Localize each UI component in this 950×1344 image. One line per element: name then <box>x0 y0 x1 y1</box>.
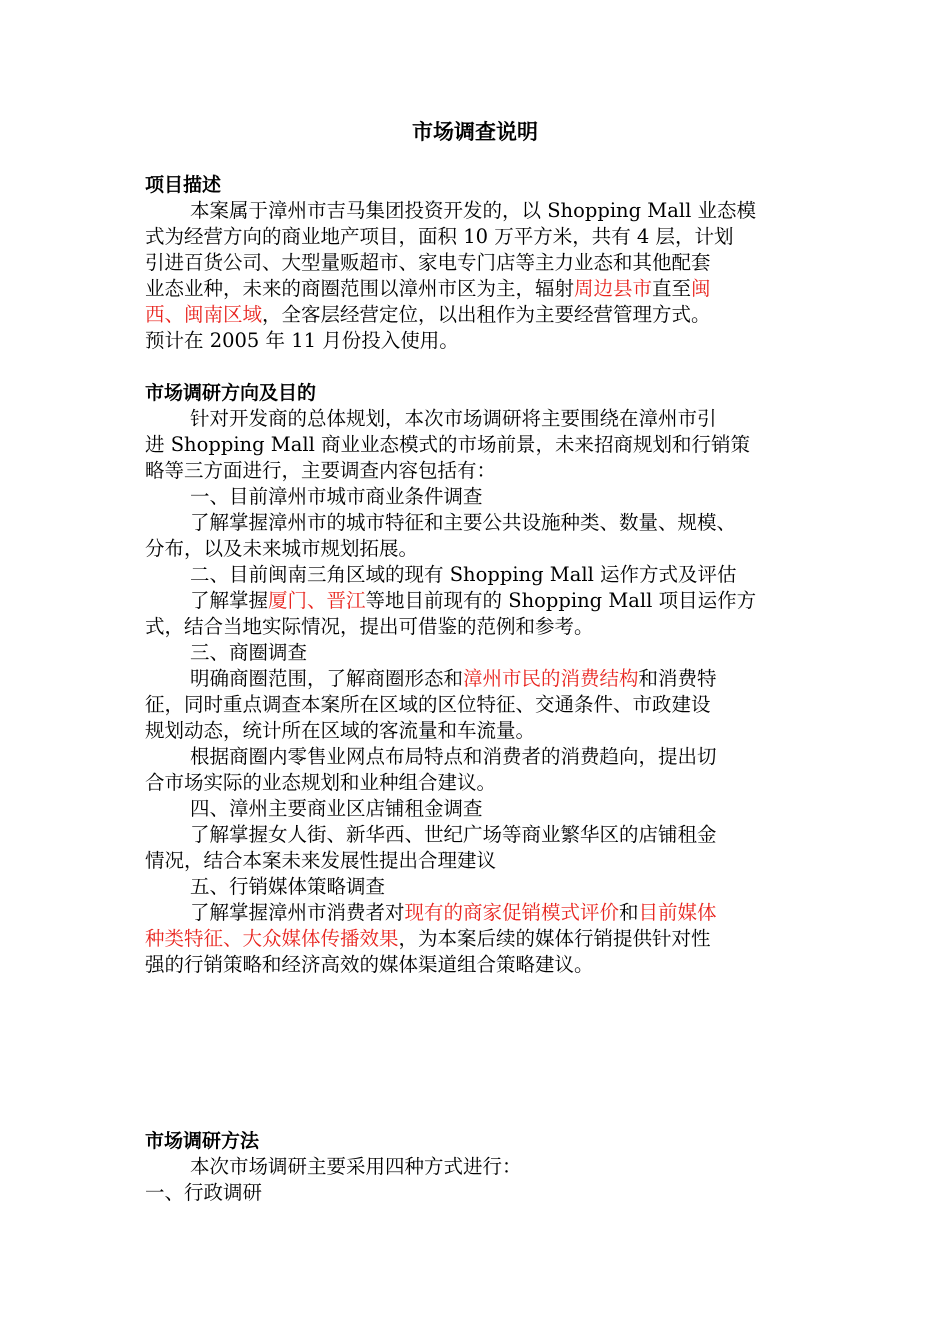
highlighted-text: 漳州市民的消费结构 <box>463 667 639 690</box>
paragraph-line <box>190 900 860 926</box>
text-run: 了解掌握 <box>190 589 269 612</box>
highlighted-text: 厦门、晋江 <box>268 589 366 612</box>
text-run: 直至 <box>652 277 692 300</box>
paragraph-line: 强的行销策略和经济高效的媒体渠道组合策略建议。 <box>145 953 594 976</box>
section-heading-research-direction: 市场调研方向及目的 <box>145 382 317 404</box>
paragraph-line: 针对开发商的总体规划，本次市场调研将主要围绕在漳州市引 <box>190 407 717 430</box>
highlighted-text: 西、闽南区域 <box>145 303 263 326</box>
paragraph-line: 征，同时重点调查本案所在区域的区位特征、交通条件、市政建设 <box>145 693 711 716</box>
list-item-heading: 五、行销媒体策略调查 <box>190 875 386 898</box>
paragraph-line: 规划动态，统计所在区域的客流量和车流量。 <box>145 719 536 742</box>
list-item-heading: 一、行政调研 <box>145 1181 263 1204</box>
text-run: 明确商圈范围，了解商圈形态和 <box>190 667 464 690</box>
text-run: 和 <box>619 901 639 924</box>
paragraph-line: 根据商圈内零售业网点布局特点和消费者的消费趋向，提出切 <box>190 745 717 768</box>
text-run: 等地目前现有的 Shopping Mall 项目运作方 <box>365 589 757 612</box>
paragraph-line: 了解掌握漳州市的城市特征和主要公共设施种类、数量、规模、 <box>190 511 737 534</box>
list-item-heading: 一、目前漳州市城市商业条件调查 <box>190 485 483 508</box>
paragraph-line: 引进百货公司、大型量贩超市、家电专门店等主力业态和其他配套 <box>145 251 711 274</box>
highlighted-text: 大众媒体传播效果 <box>242 927 399 950</box>
paragraph-line: 式为经营方向的商业地产项目，面积 10 万平方米，共有 4 层，计划 <box>145 225 734 248</box>
paragraph-line: 合市场实际的业态规划和业种组合建议。 <box>145 771 497 794</box>
paragraph-line: 分布，以及未来城市规划拓展。 <box>145 537 419 560</box>
paragraph-line: 本次市场调研主要采用四种方式进行： <box>190 1155 522 1178</box>
paragraph-line: 式，结合当地实际情况，提出可借鉴的范例和参考。 <box>145 615 594 638</box>
paragraph-line: 进 Shopping Mall 商业业态模式的市场前景，未来招商规划和行销策 <box>145 433 751 456</box>
paragraph-line <box>145 926 815 952</box>
list-item-heading: 四、漳州主要商业区店铺租金调查 <box>190 797 483 820</box>
highlighted-text: 周边县市 <box>574 277 653 300</box>
paragraph-line <box>190 666 860 692</box>
paragraph-line <box>145 302 815 328</box>
text-run: 了解掌握漳州市消费者对 <box>190 901 405 924</box>
text-run: 业态业种，未来的商圈范围以漳州市区为主，辐射 <box>145 277 575 300</box>
highlighted-text: 目前媒体 <box>638 901 717 924</box>
section-heading-research-method: 市场调研方法 <box>145 1130 260 1152</box>
text-run: ，为本案后续的媒体行销提供针对性 <box>398 927 711 950</box>
paragraph-line: 了解掌握女人街、新华西、世纪广场等商业繁华区的店铺租金 <box>190 823 717 846</box>
highlighted-text: 种类特征 <box>145 927 224 950</box>
text-run: 和消费特 <box>638 667 717 690</box>
paragraph-line <box>190 588 860 614</box>
list-item-heading: 二、目前闽南三角区域的现有 Shopping Mall 运作方式及评估 <box>190 563 737 586</box>
page-title: 市场调查说明 <box>412 120 538 144</box>
paragraph-line: 情况，结合本案未来发展性提出合理建议 <box>145 849 497 872</box>
text-run: ，全客层经营定位，以出租作为主要经营管理方式。 <box>262 303 711 326</box>
paragraph-line: 本案属于漳州市吉马集团投资开发的，以 Shopping Mall 业态模 <box>190 199 757 222</box>
paragraph-line: 略等三方面进行，主要调查内容包括有： <box>145 459 497 482</box>
highlighted-text: 闽 <box>691 277 711 300</box>
section-heading-project-description: 项目描述 <box>145 174 222 196</box>
paragraph-line: 预计在 2005 年 11 月份投入使用。 <box>145 329 459 352</box>
list-item-heading: 三、商圈调查 <box>190 641 308 664</box>
paragraph-line <box>145 276 815 302</box>
highlighted-text: 现有的商家促销模式评价 <box>404 901 620 924</box>
highlighted-text: 、 <box>223 927 243 950</box>
